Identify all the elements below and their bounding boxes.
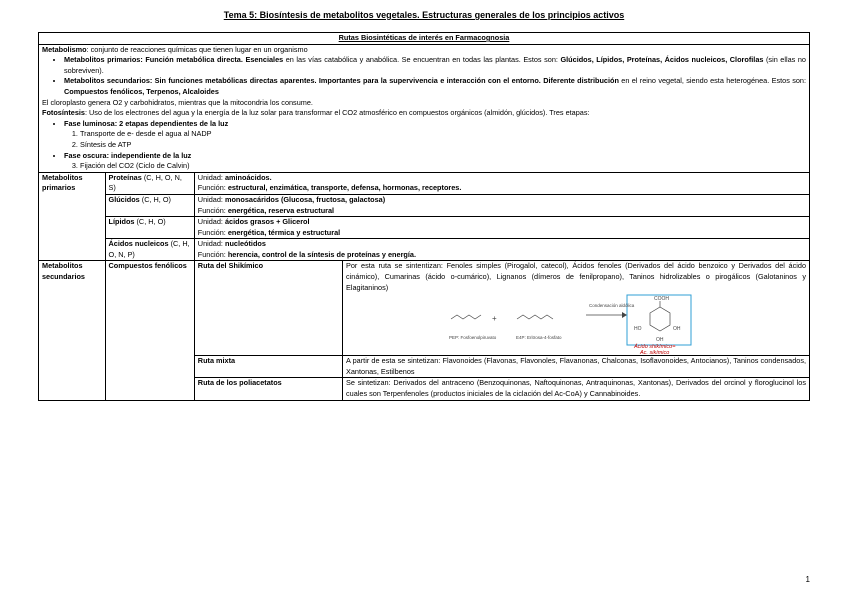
primarios-bullet: • Metabolitos primarios: Función metabólica directa. Esenciales en las vías catabólica y anabólica. Se encuentran en todas las plantas. Estos son: Glúcidos, Lípidos, Proteínas, Ácidos nucleicos, Clorofilas (sin ellas no sobreviven). [64, 55, 806, 76]
reaction-scheme [346, 293, 806, 355]
fase-oscura-bullet: • Fase oscura: independiente de la luz [42, 151, 806, 162]
shikimico-cell [343, 261, 810, 356]
nucleicos-info: Unidad: nucleótidos Función: herencia, control de la síntesis de proteínas y energía. [194, 239, 809, 261]
table-header: Rutas Biosintéticas de interés en Farmacognosia [39, 33, 810, 45]
svg-text:E4P: Eritrosa-4-fosfato: E4P: Eritrosa-4-fosfato [516, 335, 562, 341]
proteinas-info: Unidad: aminoácidos. Función: estructural, enzimática, transporte, defensa, hormonas, receptores. [194, 172, 809, 194]
fase-luminosa-bullet: • Fase luminosa: 2 etapas dependientes de la luz [42, 119, 806, 130]
primarios-label: Metabolitos primarios [39, 172, 106, 261]
cloroplasto-line: El cloroplasto genera O2 y carbohidratos, mientras que la mitocondria los consume. [42, 97, 313, 107]
step-3: 3. Fijación del CO2 (Ciclo de Calvin) [80, 161, 806, 172]
secundarios-label: Metabolitos secundarios [39, 261, 106, 400]
step-1: 1. Transporte de e- desde el agua al NADP [80, 129, 806, 140]
nucleicos-cell: Ácidos nucleicos (C, H, O, N, P) [105, 239, 194, 261]
metabolite-bullets [42, 55, 806, 97]
secundarios-bullet: • Metabolitos secundarios: Sin funciones metabólicas directas aparentes. Importantes para la supervivencia e interacción con el entorno. Diferente distribución en el reino vegetal, siendo esta heterogénea. Estos son: Compuestos fenólicos, Terpenos, Alcaloides [64, 76, 806, 97]
ruta-shikimico: Ruta del Shikímico [194, 261, 342, 356]
proteinas-cell: Proteínas (C, H, O, N, S) [105, 172, 194, 194]
svg-text:+: + [492, 314, 497, 324]
fotosintesis-line: Fotosíntesis: Uso de los electrones del agua y la energía de la luz solar para transformar el CO2 atmosférico en compuestos orgánicos (almidón, glúcidos). Tres etapas: [42, 108, 590, 118]
biosynthesis-table [38, 32, 810, 401]
metabolismo-line: Metabolismo: conjunto de reacciones químicas que tienen lugar en un organismo [42, 44, 308, 54]
compuestos-fenolicos: Compuestos fenólicos [105, 261, 194, 400]
shikimico-text: Por esta ruta se sintentizan: Fenoles simples (Pirogalol, catecol), Ácidos fenoles (Derivados del ácido benzoico y Derivados del ácido cinámico), Cumarinas (ácido o-cumárico), Lignanos (dímeros de fenilpropano), Taninos hidrolizables o pirogálicos (Galotaninos y Elagitaninos) [346, 261, 806, 292]
step-2: 2. Síntesis de ATP [80, 140, 806, 151]
glucidos-info: Unidad: monosacáridos (Glucosa, fructosa, galactosa) Función: energética, reserva estructural [194, 194, 809, 216]
poliacetatos-text: Se sintetizan: Derivados del antraceno (Benzoquinonas, Naftoquinonas, Antraquinonas, Xantonas), Derivados del orcinol y floroglucinol los cuales son Terpenfenoles (productos iniciales de la ciclación del Ac-CoA) y Cannabinoides. [343, 378, 810, 400]
lipidos-info: Unidad: ácidos grasos + Glicerol Función: energética, térmica y estructural [194, 217, 809, 239]
glucidos-cell: Glúcidos (C, H, O) [105, 194, 194, 216]
fase-oscura-steps [42, 161, 806, 172]
svg-text:HO: HO [634, 326, 642, 333]
fase-luminosa-steps [42, 129, 806, 150]
ruta-mixta: Ruta mixta [194, 356, 342, 378]
svg-text:COOH: COOH [654, 296, 669, 303]
svg-text:PEP: Fosfoenolpiruvato: PEP: Fosfoenolpiruvato [449, 335, 497, 341]
svg-text:Ácido shikímico=: Ácido shikímico= [634, 344, 676, 351]
lipidos-cell: Lípidos (C, H, O) [105, 217, 194, 239]
page-number: 1 [805, 575, 810, 584]
svg-text:Condensación aldólica: Condensación aldólica [589, 303, 635, 309]
page-title: Tema 5: Biosíntesis de metabolitos vegetales. Estructuras generales de los principios activos [223, 10, 625, 20]
ruta-poliacetatos: Ruta de los poliacetatos [194, 378, 342, 400]
intro-block [39, 44, 810, 172]
svg-text:Ac. sikímico: Ac. sikímico [640, 350, 670, 356]
mixta-text: A partir de esta se sintetizan: Flavonoides (Flavonas, Flavonoles, Flavanonas, Chalconas, Isoflavonoides, Antocianos), Taninos condensados, Xantonas, Estilbenos [343, 356, 810, 378]
shikimic-acid-figure [346, 293, 806, 355]
svg-text:OH: OH [656, 337, 664, 344]
svg-text:OH: OH [673, 326, 681, 333]
